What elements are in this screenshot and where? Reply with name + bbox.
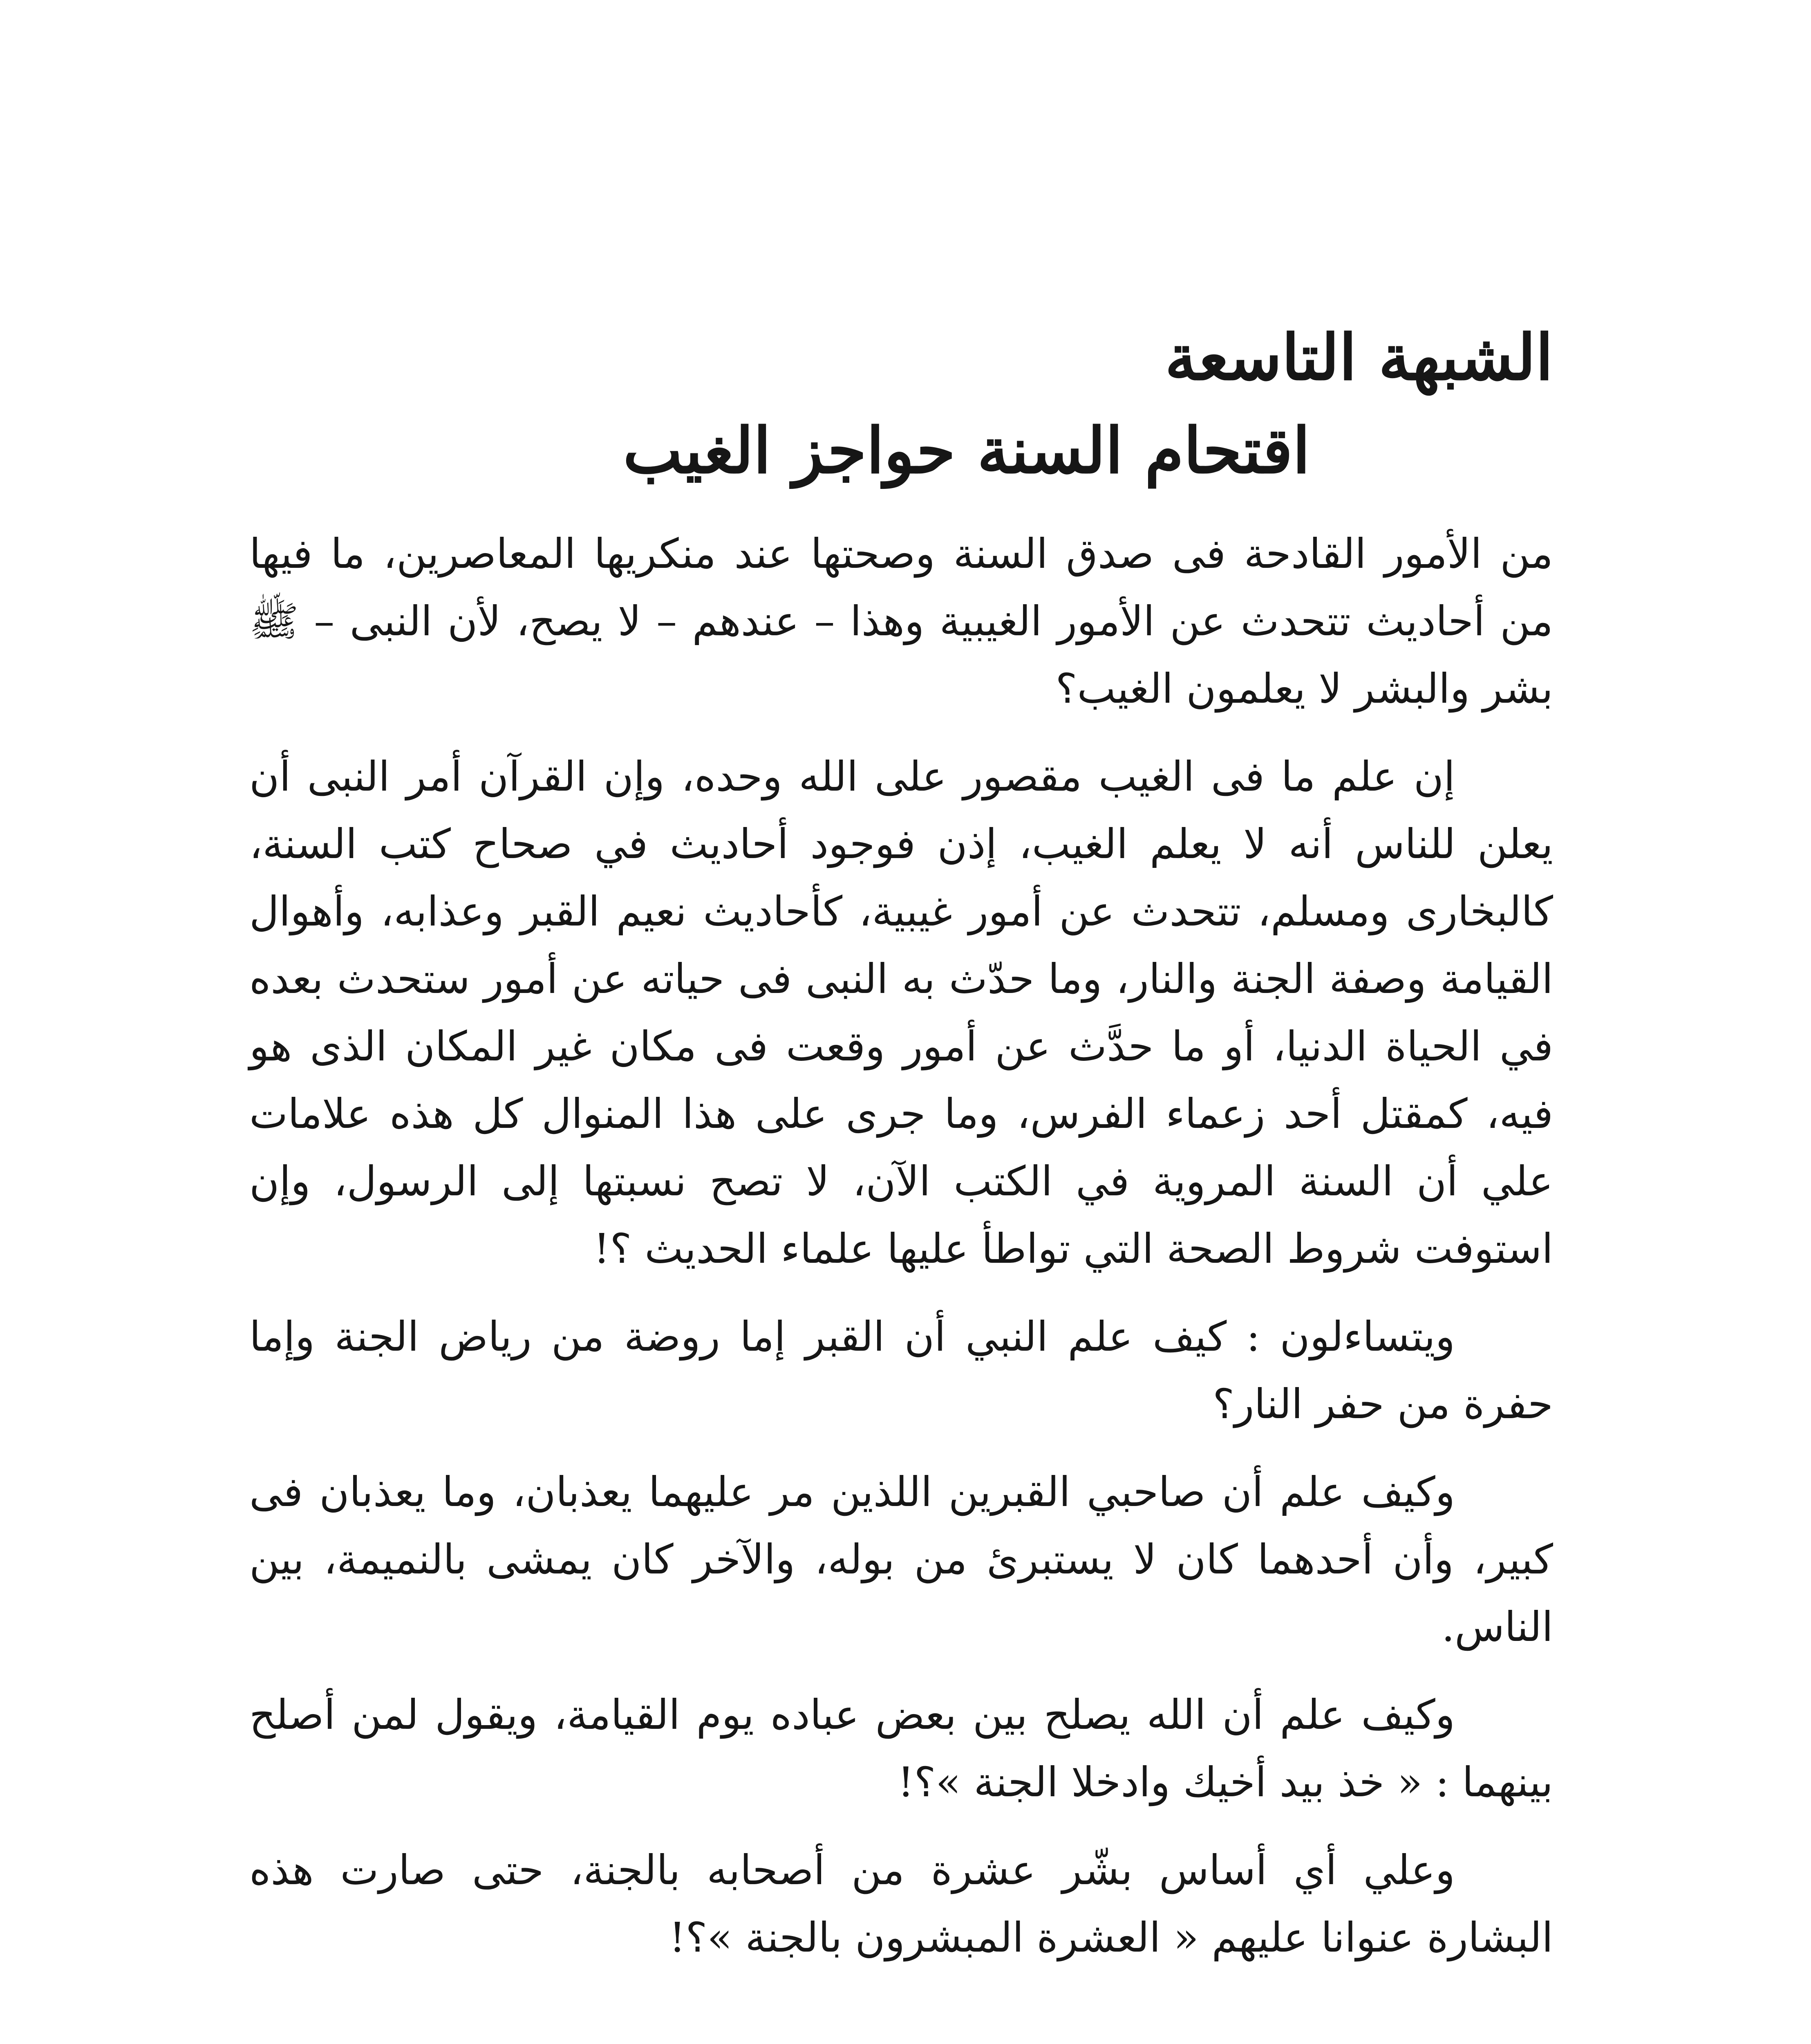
paragraph: ويتساءلون : كيف علم النبي أن القبر إما روضة من رياض الجنة وإما حفرة من حفر النار؟ [249, 1313, 1553, 1428]
section-heading: الشبهة التاسعة [1165, 320, 1553, 394]
page-text-block [249, 319, 1553, 1992]
section-subheading: اقتحام السنة حواجز الغيب [623, 414, 1310, 488]
paragraph: وكيف علم أن صاحبي القبرين اللذين مر عليهما يعذبان، وما يعذبان فى كبير، وأن أحدهما كان لا يستبرئ من بوله، والآخر كان يمشى بالنميمة، بين الناس. [249, 1468, 1553, 1651]
paragraph: من الأمور القادحة فى صدق السنة وصحتها عند منكريها المعاصرين، ما فيها من أحاديث تتحدث عن الأمور الغيبية وهذا – عندهم – لا يصح، لأن النبى – ﷺ بشر والبشر لا يعلمون الغيب؟ [249, 530, 1553, 713]
paragraph: وعلي أي أساس بشّر عشرة من أصحابه بالجنة، حتى صارت هذه البشارة عنوانا عليهم « العشرة المبشرون بالجنة »؟! [249, 1846, 1553, 1961]
paragraph: وكيف علم أن الله يصلح بين بعض عباده يوم القيامة، ويقول لمن أصلح بينهما : « خذ بيد أخيك وادخلا الجنة »؟! [249, 1691, 1553, 1806]
paragraph: إن علم ما فى الغيب مقصور على الله وحده، وإن القرآن أمر النبى أن يعلن للناس أنه لا يعلم الغيب، إذن فوجود أحاديث في صحاح كتب السنة، كالبخارى ومسلم، تتحدث عن أمور غيبية، كأحاديث نعيم القبر وعذابه، وأهوال القيامة وصفة الجنة والنار، وما حدّث به النبى فى حياته عن أمور ستحدث بعده في الحياة الدنيا، أو ما حدَّث عن أمور وقعت فى مكان غير المكان الذى هو فيه، كمقتل أحد زعماء الفرس، وما جرى على هذا المنوال كل هذه علامات علي أن السنة المروية في الكتب الآن، لا تصح نسبتها إلى الرسول، وإن استوفت شروط الصحة التي تواطأ عليها علماء الحديث ؟! [249, 753, 1553, 1273]
